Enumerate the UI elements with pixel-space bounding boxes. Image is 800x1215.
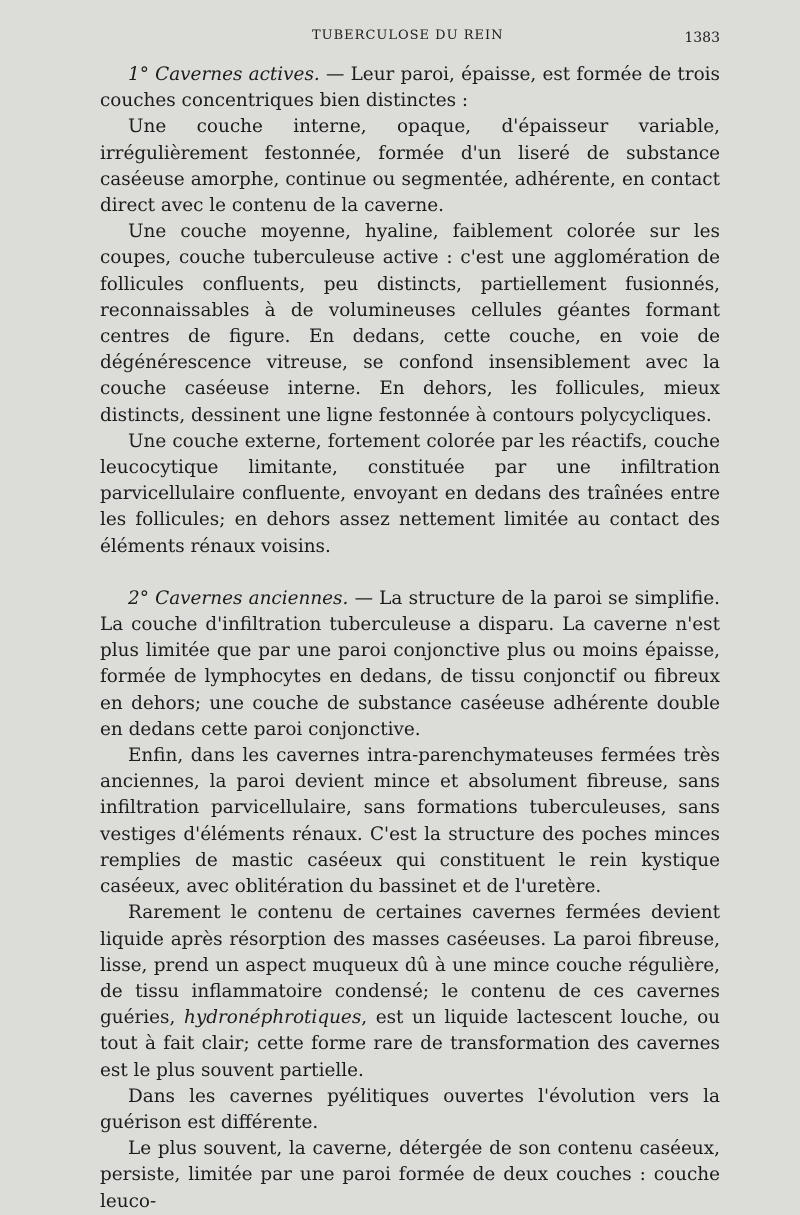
paragraph-rarement (100, 900, 720, 1083)
paragraph-couche-moyenne: Une couche moyenne, hyaline, faiblement colorée sur les coupes, couche tuberculeuse active : c'est une agglomération de follicules confluents, peu distincts, partiellement fusionnés, reconnaissables à de volumineuses cellules géantes formant centres de figure. En dedans, cette couche, en voie de dégénérescence vitreuse, se confond insensiblement avec la couche caséeuse interne. En dehors, les follicules, mieux distincts, dessinent une ligne festonnée à contours polycycliques. (100, 221, 720, 426)
paragraph-text: , est un liquide lactescent louche, ou tout à fait clair; cette forme rare de transformation des cavernes est le plus souvent partielle. (100, 1007, 721, 1081)
paragraph-text: Rarement le contenu de certaines cavernes fermées devient liquide après résorption des masses caséeuses. La paroi fibreuse, lisse, prend un aspect muqueux dû à une mince couche régulière, de tissu inflammatoire condensé; le contenu de ces cavernes guéries, (100, 902, 720, 1029)
paragraph-couche-externe: Une couche externe, fortement colorée par les réactifs, couche leucocytique limitante, constituée par une infiltration parvicellulaire confluente, envoyant en dedans des traînées entre les follicules; en dehors assez nettement limitée au contact des éléments rénaux voisins. (100, 430, 720, 557)
paragraph-cavernes-pyelitiques: Dans les cavernes pyélitiques ouvertes l'évolution vers la guérison est différente. (100, 1085, 720, 1133)
body-text (100, 62, 720, 1215)
running-header (100, 28, 720, 48)
page-number: 1383 (684, 30, 720, 46)
paragraph-enfin: Enfin, dans les cavernes intra-parenchymateuses fermées très anciennes, la paroi devient mince et absolument fibreuse, sans infiltration parvicellulaire, sans formations tuberculeuses, sans vestiges d'éléments rénaux. C'est la structure des poches minces remplies de mastic caséeux qui constituent le rein kystique caséeux, avec oblitération du bassinet et de l'uretère. (100, 745, 720, 898)
paragraph-text: — Leur paroi, épaisse, est formée de trois couches concentriques bien distinctes : (100, 64, 720, 112)
italic-term: hydronéphrotiques (183, 1007, 362, 1029)
paragraph-cavernes-actives (100, 62, 720, 114)
paragraph-plus-souvent: Le plus souvent, la caverne, détergée de son contenu caséeux, persiste, limitée par une paroi formée de deux couches : couche leuco- (100, 1138, 720, 1212)
paragraph-cavernes-anciennes (100, 586, 720, 743)
section-heading: 2° Cavernes anciennes. (128, 587, 349, 609)
paragraph-text: — La structure de la paroi se simplifie. La couche d'infiltration tuberculeuse a disparu. La caverne n'est plus limitée que par une paroi conjonctive plus ou moins épaisse, formée de lymphocytes en dedans, de tissu conjonctif ou fibreux en dehors; une couche de substance caséeuse adhérente double en dedans cette paroi conjonctive. (100, 587, 720, 740)
section-heading: 1° Cavernes actives. (128, 64, 320, 85)
paragraph-couche-interne: Une couche interne, opaque, d'épaisseur variable, irrégulièrement festonnée, formée d'un liseré de substance caséeuse amorphe, continue ou segmentée, adhérente, en contact direct avec le contenu de la caverne. (100, 116, 720, 217)
running-title: TUBERCULOSE DU REIN (312, 28, 504, 43)
